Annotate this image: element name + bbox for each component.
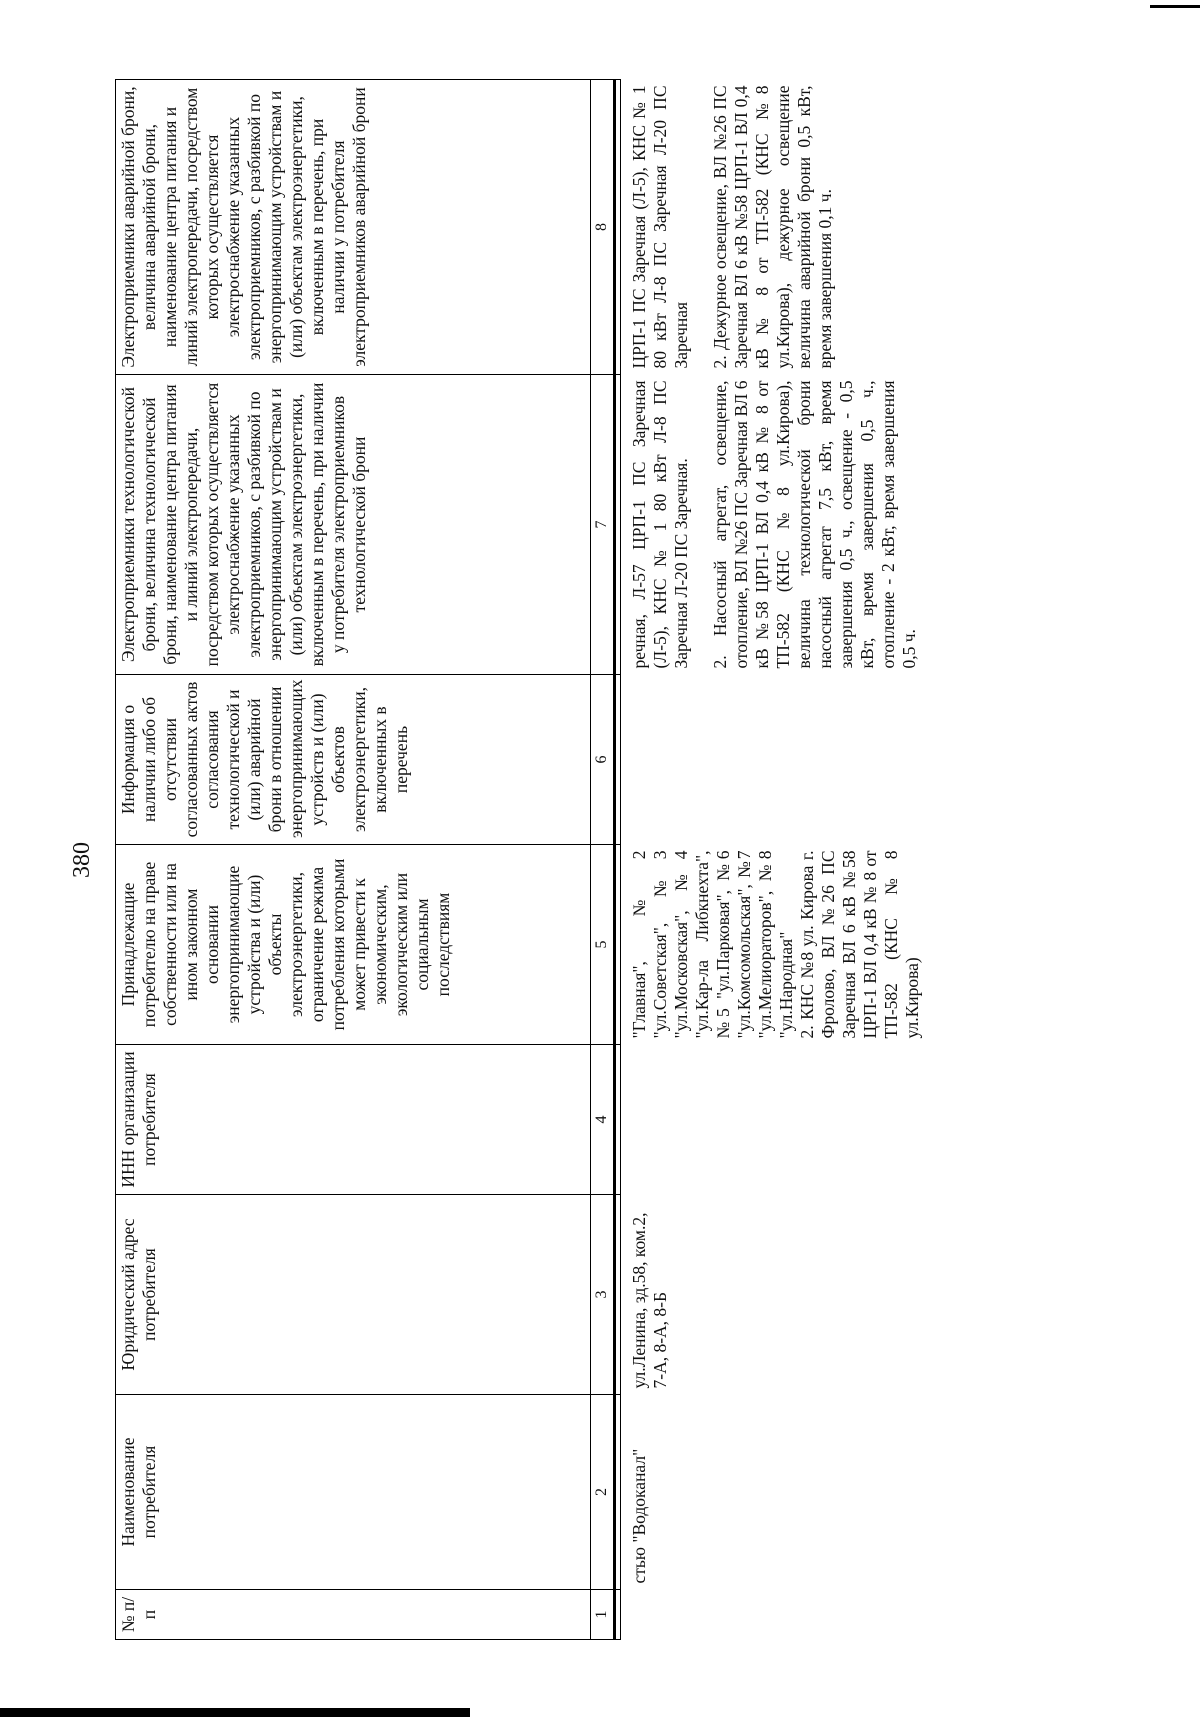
header-row <box>116 80 591 1640</box>
header-number: № п/п <box>116 1590 591 1640</box>
column-number: 6 <box>591 675 615 845</box>
scan-edge-bottom <box>0 1708 470 1717</box>
column-number: 1 <box>591 1590 615 1640</box>
header-inn: ИНН организации потребителя <box>116 1045 591 1195</box>
cell-agreements <box>621 675 926 845</box>
column-number: 8 <box>591 80 615 375</box>
column-number: 2 <box>591 1395 615 1590</box>
cell-number <box>621 1590 926 1640</box>
tech-reserve-text-2: 2. Насосный агрегат, освещение, отопление, ВЛ №26 ПС Заречная ВЛ 6 кВ №58 ЦРП-1 ВЛ 0,4 кВ № 8 от ТП-582 (КНС №8 ул.Кирова), величина технологической брони насосный агрегат 7,5 кВт, время завершения 0,5 ч., освещение - 0,5 кВт, время завершения 0,5 ч., отопление - 2 кВт, время завершения 0,5 ч. <box>710 380 919 669</box>
column-number: 3 <box>591 1195 615 1395</box>
rotated-page <box>70 80 1130 1640</box>
equipment-list-text: "Главная", №2 "ул.Советская", №3 "ул.Московская", №4 "ул.Кар-ла Либкнехта", №5 "ул.Парковая", №6 "ул.Комсомольская", №7 "ул.Мелиораторов", №8 "ул.Народная" <box>629 850 796 1039</box>
page-number: 380 <box>69 842 95 878</box>
header-agreements: Информация о наличии либо об отсутствии согласованных актов согласования технологической и (или) аварийной брони в отношении энергопринимающих устройств и (или) объектов электроэнергетики, включенных в перечень <box>116 675 591 845</box>
equipment-item-2-text: 2. КНС №8 ул. Кирова г. Фролово, ВЛ №26 ПС Заречная ВЛ 6 кВ №58 ЦРП-1 ВЛ 0,4 кВ № 8 от ТП-582 (КНС №8 ул.Кирова) <box>797 850 922 1039</box>
cell-equipment <box>621 845 926 1045</box>
consumer-table <box>115 79 925 1640</box>
legal-address-text: ул.Ленина, зд.58, ком.2, 7-А, 8-А, 8-Б <box>629 1212 670 1389</box>
header-emergency-reserve: Электроприемники аварийной брони, величина аварийной брони, наименование центра питания и линий электропередачи, посредством которых осуществляется электроснабжение указанных электроприемников, с разбивкой по энергопринимающим устройствам и (или) объектам электроэнергетики, включенным в перечень, при наличии у потребителя электроприемников аварийной брони <box>116 80 591 375</box>
consumer-name-text: стью "Водоканал" <box>629 1448 649 1584</box>
emergency-reserve-text-2: 2. Дежурное освещение, ВЛ №26 ПС Заречная ВЛ 6 кВ №58 ЦРП-1 ВЛ 0,4 кВ № 8 от ТП-582 (КНС №8 ул.Кирова), дежурное освещение величина аварийной брони 0,5 кВт, время завершения 0,1 ч. <box>710 85 835 369</box>
header-equipment: Принадлежащие потребителю на праве собственности или на ином законном основании энергопринимающие устройства и (или) объекты электроэнергетики, ограничение режима потребления которыми может привести к экономическим, экологическим или социальным последствиям <box>116 845 591 1045</box>
column-number-row <box>591 80 615 1640</box>
column-number: 7 <box>591 375 615 675</box>
column-number: 4 <box>591 1045 615 1195</box>
table-row <box>621 80 926 1640</box>
header-technological-reserve: Электроприемники технологической брони, величина технологической брони, наименование центра питания и линий электропередачи, посредством которых осуществляется электроснабжение указанных электроприемников, с разбивкой по энергопринимающим устройствам и (или) объектам электроэнергетики, включенным в перечень, при наличии у потребителя электроприемников технологической брони <box>116 375 591 675</box>
scan-edge-top <box>1150 5 1200 8</box>
cell-consumer-name <box>621 1395 926 1590</box>
emergency-reserve-text-1: ЦРП-1 ПС Заречная (Л-5), КНС № 1 80 кВт Л-8 ПС Заречная Л-20 ПС Заречная <box>629 85 691 369</box>
header-legal-address: Юридический адрес потребителя <box>116 1195 591 1395</box>
column-number: 5 <box>591 845 615 1045</box>
cell-emergency-reserve <box>621 80 926 375</box>
cell-legal-address <box>621 1195 926 1395</box>
cell-inn <box>621 1045 926 1195</box>
tech-reserve-text-1: речная, Л-57 ЦРП-1 ПС Заречная (Л-5), КНС № 1 80 кВт Л-8 ПС Заречная Л-20 ПС Заречная. <box>629 380 691 669</box>
cell-technological-reserve <box>621 375 926 675</box>
header-consumer-name: Наименование потребителя <box>116 1395 591 1590</box>
